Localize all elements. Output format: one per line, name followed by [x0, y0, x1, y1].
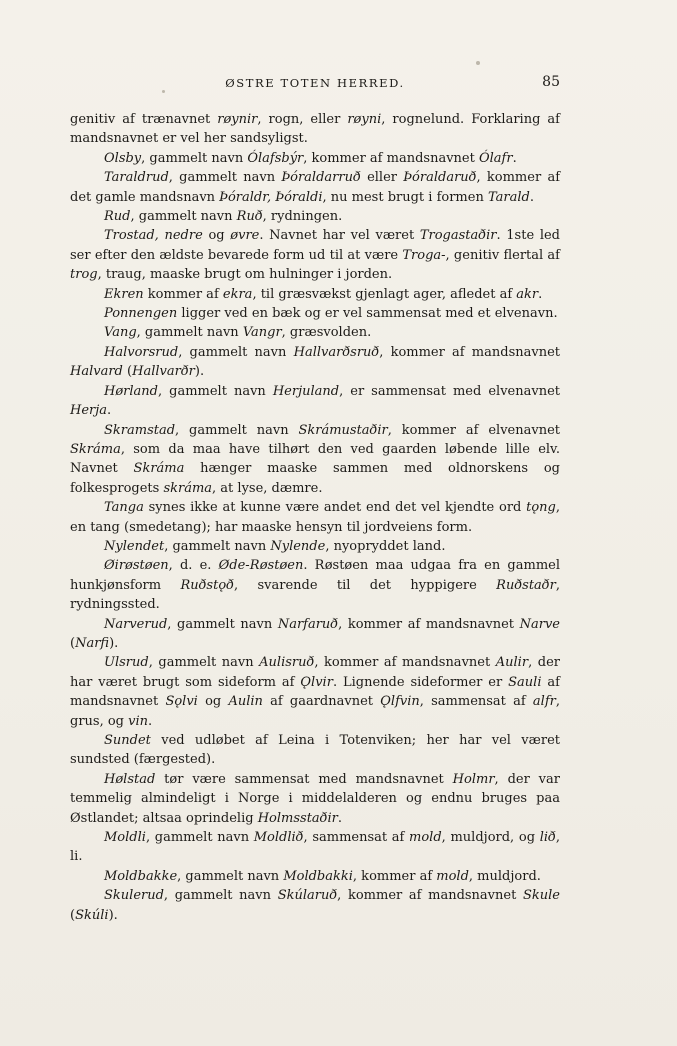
text-run: , rydningssted.	[70, 577, 560, 613]
paragraph	[70, 382, 560, 421]
italic-term: Tanga	[104, 500, 144, 516]
italic-term: akr	[516, 286, 539, 302]
paragraph	[70, 537, 560, 556]
text-run: , rognelund. Forklaring af mandsnavnet er vel her sandsyligst.	[70, 112, 560, 147]
text-run: , der var temmelig almindeligt i Norge i middelalderen og endnu bruges paa Østlandet; altsaa oprindelig	[70, 771, 560, 826]
text-run: , er sammensat med elvenavnet	[339, 383, 560, 399]
text-run: , rogn, eller	[257, 112, 348, 127]
italic-term: Ponnengen	[104, 306, 178, 322]
text-run: , kommer af mandsnavnet	[338, 616, 520, 632]
italic-term: Sauli	[508, 674, 542, 690]
paragraph	[70, 653, 560, 731]
italic-term: Ruð	[236, 209, 263, 225]
italic-term: Halvard	[70, 364, 123, 380]
italic-term: Narve	[519, 616, 560, 632]
text-run: , nyopryddet land.	[325, 538, 446, 554]
italic-term: Trostad, nedre	[104, 228, 203, 244]
text-run: (	[122, 364, 133, 380]
italic-term: mold	[436, 868, 469, 884]
text-run: synes ikke at kunne være andet end det vel kjendte ord	[143, 500, 527, 516]
paragraph	[70, 498, 560, 537]
text-run: , kommer af mandsnavnet	[314, 655, 496, 671]
italic-term: Vang	[104, 325, 137, 341]
text-run: ).	[108, 907, 118, 923]
text-run: .	[148, 713, 153, 729]
text-run: , li.	[70, 830, 560, 865]
italic-term: Aulin	[228, 694, 263, 710]
italic-term: skráma	[163, 480, 213, 496]
paragraph	[70, 556, 560, 614]
italic-term: Skulerud	[104, 888, 164, 904]
italic-term: Olsby	[104, 150, 142, 166]
italic-term: øvre	[230, 228, 260, 244]
header-title: ØSTRE TOTEN HERRED.	[225, 76, 405, 90]
italic-term: Skramstad	[104, 422, 176, 438]
italic-term: Hallvarðr	[132, 364, 195, 380]
italic-term: Narfaruð	[277, 616, 339, 632]
italic-term: Aulir	[495, 655, 529, 671]
italic-term: Hølstad	[104, 771, 156, 787]
text-run: .	[538, 286, 543, 302]
paragraph	[70, 867, 560, 886]
paragraph	[70, 731, 560, 770]
text-run: , der har været brugt som sideform af	[70, 655, 560, 690]
text-run: , muldjord, og	[441, 830, 540, 846]
paragraph	[70, 421, 560, 499]
text-run: kommer af	[143, 286, 223, 302]
italic-term: lið	[539, 830, 556, 846]
italic-term: Moldli	[104, 830, 146, 846]
text-run: , svarende til det hyppigere	[233, 577, 497, 593]
italic-term: Vangr	[242, 325, 282, 341]
italic-term: trog	[70, 267, 98, 283]
text-run: , genitiv flertal af	[445, 247, 560, 263]
italic-term: Taraldrud	[104, 170, 169, 186]
text-run: , nu mest brugt i formen	[322, 189, 488, 205]
paragraph	[70, 110, 560, 149]
italic-term: røyni	[347, 112, 382, 127]
text-run: , gammelt navn	[168, 170, 282, 186]
text-run: , kommer af mandsnavnet	[303, 150, 479, 166]
text-run: .	[337, 810, 343, 826]
text-run: . Røstøen maa udgaa fra en gammel hunkjønsform	[70, 558, 560, 593]
text-run: tør være sammensat med mandsnavnet	[155, 771, 453, 787]
italic-term: Skúlaruð	[277, 888, 338, 904]
italic-term: Nylende	[270, 538, 326, 554]
text-run: , gammelt navn	[178, 344, 294, 360]
italic-term: Moldbakke	[104, 868, 178, 884]
text-run: , kommer af mandsnavnet	[337, 888, 523, 904]
italic-term: Herjuland	[272, 383, 340, 399]
text-run: , gammelt navn	[130, 209, 237, 225]
text-run: , sammensat af	[419, 694, 533, 710]
text-run: . Navnet har vel været	[259, 228, 420, 244]
italic-term: Ruðstǫð	[180, 577, 234, 593]
text-run: af mandsnavnet	[70, 674, 560, 710]
italic-term: vin	[128, 713, 149, 729]
italic-term: Rud	[104, 209, 131, 225]
italic-term: Moldbakki	[283, 868, 353, 884]
italic-term: Ruðstaðr	[496, 577, 556, 593]
italic-term: Skúli	[75, 907, 109, 923]
text-run: (	[70, 635, 76, 651]
text-run: hænger maaske sammen med oldnorskens og folkesprogets	[70, 461, 560, 496]
text-run: .	[512, 150, 517, 166]
italic-term: Ekren	[104, 286, 144, 302]
italic-term: Skráma	[133, 461, 185, 477]
text-run: eller	[360, 170, 404, 186]
text-run: , traug, maaske brugt om hulninger i jorden.	[97, 267, 393, 283]
text-run: (	[70, 907, 76, 923]
italic-term: ekra	[222, 286, 253, 302]
italic-term: Aulisruð	[259, 655, 315, 671]
text-run: , gammelt navn	[145, 830, 254, 846]
text-run: , gammelt navn	[177, 868, 284, 884]
text-run: , gammelt navn	[157, 383, 273, 399]
paragraph	[70, 149, 560, 168]
text-run: .	[529, 189, 534, 205]
text-run: , en tang (smedetang); har maaske hensyn til jordveiens form.	[70, 500, 560, 535]
paragraph	[70, 168, 560, 207]
italic-term: Þóraldr, Þóraldi	[219, 189, 323, 205]
paragraph	[70, 323, 560, 342]
italic-term: tǫng	[526, 500, 556, 516]
italic-term: Ulsrud	[104, 655, 149, 671]
text-run: , at lyse, dæmre.	[212, 480, 323, 496]
italic-term: Tarald	[487, 189, 530, 205]
text-run: , gammelt navn	[148, 655, 260, 671]
italic-term: Ǫlfvin	[380, 694, 420, 710]
text-run: , kommer af mandsnavnet	[379, 344, 561, 360]
italic-term: Herja	[70, 403, 108, 419]
italic-term: Øirøstøen	[104, 558, 169, 574]
text-run: ved udløbet af Leina i Totenviken; her har vel været sundsted (færgested).	[70, 733, 560, 768]
text-run: og	[202, 228, 231, 244]
paragraph	[70, 207, 560, 226]
italic-term: Holmsstaðir	[257, 810, 338, 826]
paragraph	[70, 770, 560, 828]
text-run: , grus, og	[70, 694, 560, 729]
text-run: genitiv af trænavnet	[70, 112, 218, 127]
text-run: .	[107, 403, 112, 419]
text-run: , d. e.	[168, 558, 219, 574]
paragraph	[70, 886, 560, 925]
text-run: . 1ste led ser efter den ældste bevarede form ud til at være	[70, 228, 560, 263]
text-run: , kommer af elvenavnet	[387, 422, 560, 438]
paragraph	[70, 304, 560, 323]
italic-term: Moldlið	[253, 830, 304, 846]
paragraph	[70, 615, 560, 654]
paragraph	[70, 343, 560, 382]
text-run: ).	[109, 635, 119, 651]
text-run: , gammelt navn	[164, 538, 271, 554]
italic-term: Ǫlvir	[300, 674, 333, 690]
italic-term: røynir	[217, 112, 258, 127]
italic-term: Þóraldaruð	[403, 170, 477, 186]
text-run: , gammelt navn	[163, 888, 278, 904]
paragraph	[70, 285, 560, 304]
page-number: 85	[542, 74, 560, 90]
italic-term: Hørland	[104, 383, 158, 399]
text-run: , rydningen.	[262, 209, 343, 225]
italic-term: Trogastaðir	[419, 228, 497, 244]
text-run: , sammensat af	[303, 830, 410, 846]
text-run: , gammelt navn	[136, 325, 243, 341]
italic-term: Troga-	[402, 247, 446, 263]
italic-term: Þóraldarruð	[281, 170, 361, 186]
paragraph	[70, 828, 560, 867]
italic-term: Skráma	[70, 441, 121, 457]
text-run: og	[197, 694, 229, 710]
italic-term: Narverud	[104, 616, 168, 632]
text-run: . Lignende sideformer er	[332, 674, 509, 690]
text-run: , som da maa have tilhørt den ved gaarden løbende lille elv. Navnet	[70, 441, 560, 477]
text-run: , gammelt navn	[167, 616, 278, 632]
text-run: , gammelt navn	[175, 422, 299, 438]
running-header	[70, 76, 560, 96]
text-run: , muldjord.	[468, 868, 541, 884]
italic-term: Ólafr	[478, 150, 513, 166]
text-run: ligger ved en bæk og er vel sammensat med et elvenavn.	[177, 306, 558, 322]
paragraph	[70, 226, 560, 284]
text-run: , kommer af det gamle mandsnavn	[70, 170, 561, 205]
text-run: af gaardnavnet	[262, 694, 381, 710]
italic-term: mold	[409, 830, 442, 846]
italic-term: Skule	[522, 888, 560, 904]
text-run: , græsvolden.	[281, 325, 372, 341]
text-run: , kommer af	[352, 868, 437, 884]
italic-term: Skrámustaðir	[298, 422, 388, 438]
italic-term: Sundet	[104, 733, 151, 748]
italic-term: Nylendet	[104, 538, 165, 554]
body-text	[70, 110, 560, 925]
italic-term: Holmr	[452, 771, 495, 787]
italic-term: alfr	[532, 694, 556, 710]
italic-term: Sǫlvi	[165, 694, 198, 710]
text-run: , til græsvækst gjenlagt ager, afledet af	[252, 286, 517, 302]
italic-term: Ólafsbýr	[247, 150, 304, 166]
italic-term: Halvorsrud	[104, 344, 179, 360]
text-run: , gammelt navn	[141, 150, 248, 166]
italic-term: Narfi	[75, 635, 110, 651]
ink-speck	[476, 61, 480, 65]
italic-term: Hallvarðsruð	[293, 344, 380, 360]
text-run: ).	[194, 364, 205, 380]
italic-term: Øde-Røstøen	[218, 558, 304, 574]
